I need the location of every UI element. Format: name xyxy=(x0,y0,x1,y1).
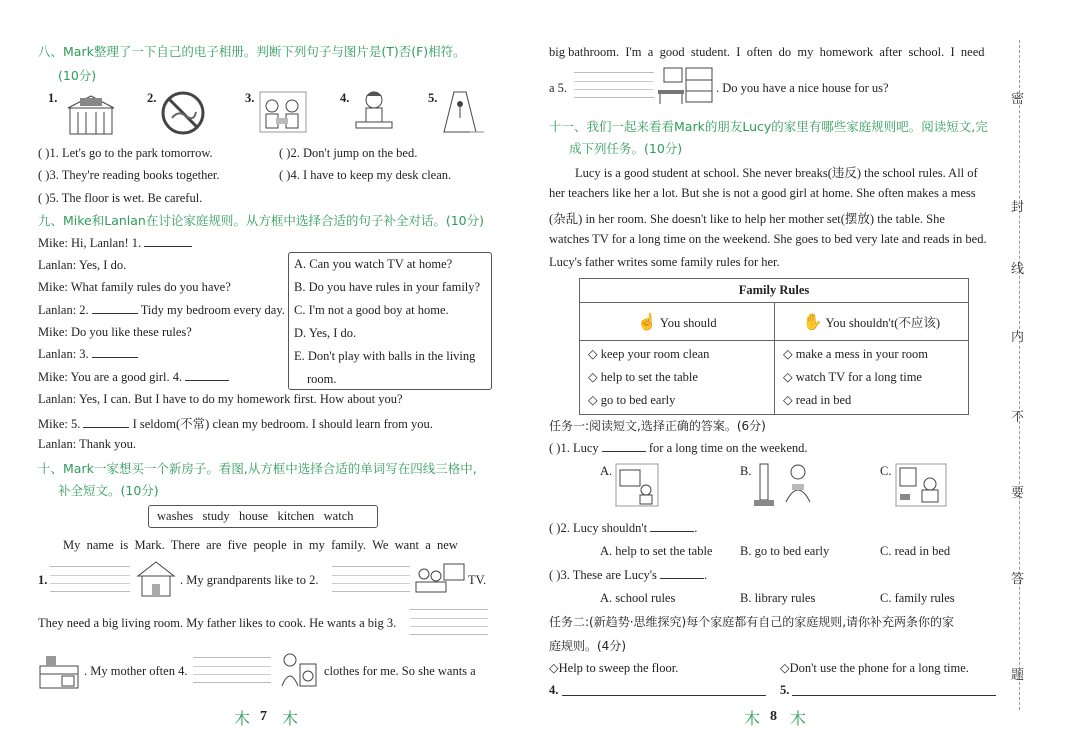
option-e-cont: room. xyxy=(307,372,337,386)
list-item: ◇ keep your room clean xyxy=(588,347,710,361)
para-line-3: (杂乱) in her room. She doesn't like to help her mother set(摆放) the table. She xyxy=(549,212,945,226)
dashed-line xyxy=(1019,40,1020,710)
answer-4-line[interactable] xyxy=(562,685,766,696)
q3-option-c: C. family rules xyxy=(880,591,955,605)
park-picture xyxy=(66,92,116,136)
page-number-right: 8 xyxy=(770,709,777,724)
passage-line-4b: clothes for me. So she wants a xyxy=(324,664,476,678)
palm-icon: ⽊ xyxy=(744,711,761,728)
pic-num-4: 4. xyxy=(340,91,350,105)
q1-option-c-label: C. xyxy=(880,464,892,478)
q1-option-b-label: B. xyxy=(740,464,752,478)
top-passage-a5: a 5. xyxy=(549,81,568,95)
s8-item-1: ( )1. Let's go to the park tomorrow. xyxy=(38,146,213,160)
list-item: ◇ read in bed xyxy=(783,393,852,407)
should-list xyxy=(580,341,775,415)
section8-title: 八、Mark整理了一下自己的电子相册。判断下列句子与图片是(T)否(F)相符。 xyxy=(38,44,466,59)
seal-char: 答 xyxy=(1011,572,1025,587)
seal-char: 封 xyxy=(1011,200,1025,215)
example-rule-2: ◇Don't use the phone for a long time. xyxy=(780,661,969,675)
q2-option-b: B. go to bed early xyxy=(740,544,830,558)
section11-score: 成下列任务。(10分) xyxy=(569,141,683,156)
list-item: ◇ help to set the table xyxy=(588,370,698,384)
passage-line-2: . My grandparents like to 2. xyxy=(180,573,319,587)
dialog-line-2: Lanlan: Yes, I do. xyxy=(38,258,127,272)
seal-char: 密 xyxy=(1011,92,1025,107)
option-c: C. I'm not a good boy at home. xyxy=(294,303,449,317)
s8-item-4: ( )4. I have to keep my desk clean. xyxy=(279,168,452,182)
should-header: ☝ You should xyxy=(580,303,775,341)
writing-lines-1[interactable] xyxy=(50,566,130,592)
list-item: ◇ watch TV for a long time xyxy=(783,370,922,384)
reading-kids-picture xyxy=(258,90,308,136)
study-room-picture xyxy=(656,66,716,106)
passage-line-4: . My mother often 4. xyxy=(84,664,188,678)
seal-char: 不 xyxy=(1011,410,1025,425)
page-number-left: 7 xyxy=(260,709,267,724)
option-e: E. Don't play with balls in the living xyxy=(294,349,476,363)
seal-char: 题 xyxy=(1011,668,1025,683)
top-passage-line-1: big bathroom. I'm a good student. I often do my homework after school. I need xyxy=(549,45,985,59)
lamp-bed-picture xyxy=(752,462,776,508)
house-picture xyxy=(136,560,176,598)
s8-item-2: ( )2. Don't jump on the bed. xyxy=(279,146,418,160)
writing-lines-4[interactable] xyxy=(193,657,271,683)
girl-reading-picture xyxy=(778,462,818,508)
dialog-line-10: Lanlan: Thank you. xyxy=(38,437,137,451)
para-line-5: Lucy's father writes some family rules for her. xyxy=(549,255,780,269)
q2-option-c: C. read in bed xyxy=(880,544,951,558)
option-b: B. Do you have rules in your family? xyxy=(294,280,481,294)
seal-char: 要 xyxy=(1011,486,1025,501)
kitchen-picture xyxy=(38,650,80,690)
q3-option-b: B. library rules xyxy=(740,591,816,605)
dialog-line-1: Mike: Hi, Lanlan! 1. xyxy=(38,236,192,251)
top-passage-line-2: . Do you have a nice house for us? xyxy=(716,81,889,95)
wet-floor-sign-picture xyxy=(440,88,486,136)
task2-score: 庭规则。(4分) xyxy=(549,639,626,653)
para-line-2: her teachers like her a lot. But she is not a good girl at home. She often makes a mess xyxy=(549,186,976,200)
pic-num-1: 1. xyxy=(48,91,58,105)
para-line-1: Lucy is a good student at school. She never breaks(违反) the school rules. All of xyxy=(575,166,978,180)
palm-icon: ⽊ xyxy=(282,711,299,728)
dialog-line-6: Lanlan: 3. xyxy=(38,347,138,362)
passage-line-1: My name is Mark. There are five people in my family. We want a new xyxy=(63,538,458,552)
answer-5-line[interactable] xyxy=(792,685,996,696)
s8-item-3: ( )3. They're reading books together. xyxy=(38,168,220,182)
seal-char: 线 xyxy=(1011,262,1025,277)
seal-line-margin xyxy=(1010,0,1070,751)
q1: ( )1. Lucy for a long time on the weekend. xyxy=(549,441,808,455)
thumbs-up-icon: ☝ xyxy=(637,313,658,331)
dialog-line-4: Lanlan: 2. Tidy my bedroom every day. xyxy=(38,303,285,317)
q1-option-a-label: A. xyxy=(600,464,613,478)
palm-icon: ⽊ xyxy=(234,711,251,728)
word-list: washes study house kitchen watch xyxy=(157,509,354,523)
task2-title: 任务二:(新趋势·思维探究)每个家庭都有自己的家庭规则,请你补充两条你的家 xyxy=(549,615,955,629)
dialog-line-3: Mike: What family rules do you have? xyxy=(38,280,231,294)
passage-tv: TV. xyxy=(468,573,487,587)
task1-title: 任务一:阅读短文,选择正确的答案。(6分) xyxy=(549,419,766,433)
para-line-4: watches TV for a long time on the weekend. She goes to bed very late and reads in bed. xyxy=(549,232,987,246)
writing-lines-2[interactable] xyxy=(332,566,410,592)
no-jump-sign-picture xyxy=(160,90,206,136)
section9-title: 九、Mike和Lanlan在讨论家庭规则。从方框中选择合适的句子补全对话。(10分) xyxy=(38,213,485,228)
pic-num-2: 2. xyxy=(147,91,157,105)
section10-score: 补全短文。(10分) xyxy=(58,483,159,498)
list-item: ◇ go to bed early xyxy=(588,393,676,407)
shouldnt-header: ✋ You shouldn't(不应该) xyxy=(775,303,969,341)
family-rules-table xyxy=(579,278,969,415)
dialog-line-5: Mike: Do you like these rules? xyxy=(38,325,192,339)
option-a: A. Can you watch TV at home? xyxy=(294,257,453,271)
boy-at-desk-picture xyxy=(352,88,396,136)
q2-option-a: A. help to set the table xyxy=(600,544,713,558)
list-item: ◇ make a mess in your room xyxy=(783,347,929,361)
section8-score: (10分) xyxy=(58,68,97,83)
shouldnt-list xyxy=(775,341,969,415)
hand-stop-icon: ✋ xyxy=(802,313,823,331)
tv-watching-picture xyxy=(614,462,660,508)
pic-num-3: 3. xyxy=(245,91,255,105)
answer-5-label: 5. xyxy=(780,683,790,697)
blank-1-num: 1. xyxy=(38,573,48,587)
section11-title: 十一、我们一起来看看Mark的朋友Lucy的家里有哪些家庭规则吧。阅读短文,完 xyxy=(549,119,988,134)
pic-num-5: 5. xyxy=(428,91,438,105)
example-rule-1: ◇Help to sweep the floor. xyxy=(549,661,679,675)
mother-washing-picture xyxy=(276,650,318,690)
messy-room-picture xyxy=(894,462,948,508)
palm-icon: ⽊ xyxy=(790,711,807,728)
answer-4-label: 4. xyxy=(549,683,559,697)
seal-char: 内 xyxy=(1011,330,1025,345)
dialog-line-7: Mike: You are a good girl. 4. xyxy=(38,370,229,385)
q3-option-a: A. school rules xyxy=(600,591,676,605)
writing-lines-5[interactable] xyxy=(574,72,654,98)
family-watch-tv-picture xyxy=(414,560,466,596)
table-title: Family Rules xyxy=(580,279,969,303)
dialog-line-9: Mike: 5. I seldom(不常) clean my bedroom. I should learn from you. xyxy=(38,417,433,431)
s8-item-5: ( )5. The floor is wet. Be careful. xyxy=(38,191,203,205)
dialog-line-8: Lanlan: Yes, I can. But I have to do my homework first. How about you? xyxy=(38,392,403,406)
passage-line-3: They need a big living room. My father likes to cook. He wants a big 3. xyxy=(38,616,397,630)
writing-lines-3[interactable] xyxy=(410,609,488,635)
option-d: D. Yes, I do. xyxy=(294,326,357,340)
q3: ( )3. These are Lucy's . xyxy=(549,568,708,582)
q2: ( )2. Lucy shouldn't . xyxy=(549,521,698,535)
options-box xyxy=(288,252,492,390)
section10-title: 十、Mark一家想买一个新房子。看图,从方框中选择合适的单词写在四线三格中, xyxy=(38,461,477,476)
